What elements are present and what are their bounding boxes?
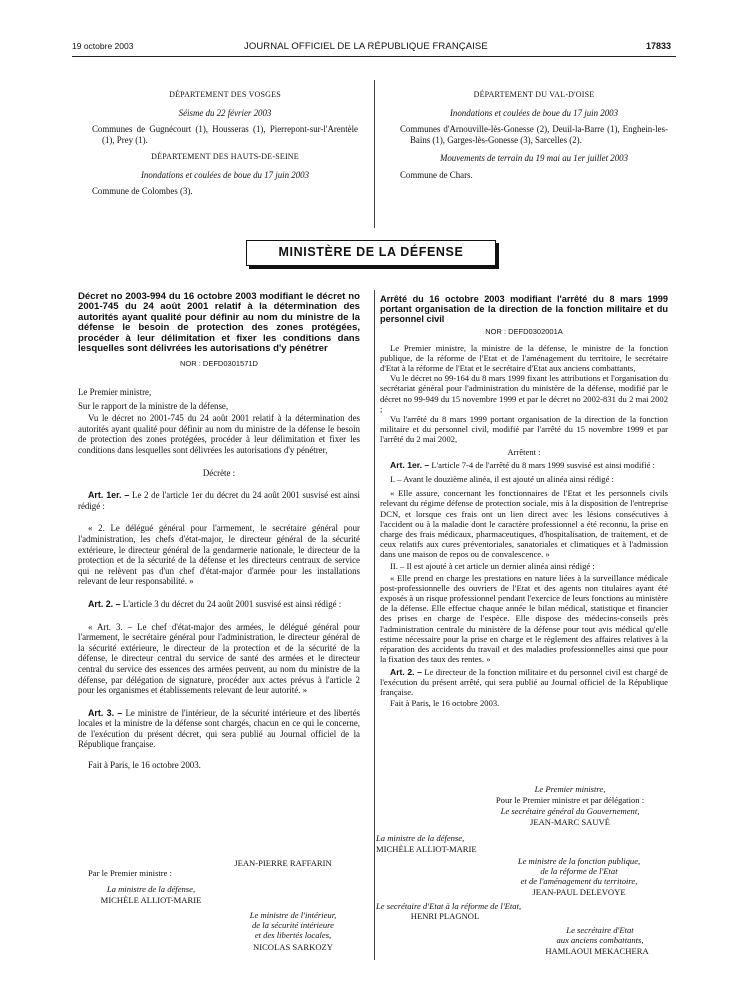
arrete-section-ii: II. – Il est ajouté à cet article un dernier alinéa ainsi rédigé : (390, 560, 595, 571)
arrete-nor: NOR : DEFD0302001A (485, 327, 563, 336)
arrete-done: Fait à Paris, le 16 octobre 2003. (390, 698, 500, 709)
arrete-title: Arrêté du 16 octobre 2003 modifiant l'arrêté du 8 mars 1999 portant organisation de la direction de la fonction militaire et du personnel civil (380, 294, 668, 324)
column-divider-main (374, 290, 375, 960)
event-title: Inondations et coulées de boue du 17 juin 2003 (449, 107, 619, 118)
decree-article-1 (78, 490, 360, 511)
signature-title: aux anciens combattants, (556, 935, 644, 945)
article-label: Art. 3. – (88, 707, 123, 718)
arrete-section-i: I. – Avant le douzième alinéa, il est ajouté un alinéa ainsi rédigé : (390, 474, 614, 485)
arrete-article-1 (380, 460, 668, 470)
signature-prime-minister: JEAN-PIERRE RAFFARIN (234, 858, 332, 868)
signature-name: HAMLAOUI MEKACHERA (545, 946, 649, 956)
decree-article-2 (78, 599, 360, 610)
decree-article-1-quote: « 2. Le délégué général pour l'armement, le secrétaire général pour l'administration, les chefs d'état-major, le directeur général de la sécurité extérieure, le directeur général de la gendarmerie nationale, le directeur de la protection et de la sécurité de la défense et les directeurs centraux de service qui ne relèvent pas d'un chef d'état-major d'armée pour les installations relevant de leur responsabilité. » (78, 523, 360, 587)
top-left-block (92, 90, 358, 196)
signature-name: NICOLAS SARKOZY (253, 942, 333, 952)
article-label: Art. 1er. – (88, 490, 130, 501)
signature-title: de la sécurité intérieure (251, 920, 334, 930)
decree-rapport: Sur le rapport de la ministre de la défense, (78, 400, 229, 411)
dept-heading: DÉPARTEMENT DES VOSGES (169, 90, 281, 99)
article-text: Le directeur de la fonction militaire et du personnel civil est chargé de l'exécution du présent arrêté, qui sera publié au Journal officiel de la République française. (380, 666, 668, 698)
signature-delegation: Pour le Premier ministre et par délégation : (495, 795, 645, 805)
column-divider-top (374, 80, 375, 228)
arrete-quote-2: « Elle prend en charge les prestations en nature liées à la surveillance médicale post-professionnelle des ouvriers de l'Etat et des agents non titulaires ayant été exposés à un risque professionnel pendant l'exercice de leurs fonctions au ministère de la défense. Elle effectue chaque année le bilan médical, statistique et financier des prises en charge de l'espèce. Elle dispose des médecins-conseils près l'administration centrale du ministère de la défense pour tout avis médical qu'elle estime nécessaire pour la prise en charge et le règlement des affaires relatives à la réparation des accidents du travail et des maladies professionnelles ainsi que pour la fixation des taux des rentes. » (380, 573, 668, 664)
arrete-visa: Vu l'arrêté du 8 mars 1999 portant organisation de la direction de la fonction militaire et du personnel civil, modifié par l'arrêté du 15 novembre 1999 et par l'arrêté du 2 mai 2002, (380, 413, 668, 444)
arrete-visa: Vu le décret no 99-164 du 8 mars 1999 fixant les attributions et l'organisation du secrétariat général pour l'administration du ministère de la défense, modifié par le décret no 99-949 du 15 novembre 1999 et par le décret no 2002-831 du 2 mai 2002 ; (380, 373, 668, 414)
arrete-arretent: Arrêtent : (507, 447, 541, 458)
ministry-heading-box (246, 240, 496, 266)
communes-list: Communes de Gugnécourt (1), Housseras (1), Pierrepont-sur-l'Arentèle (1), Prey (1). (92, 124, 358, 145)
signature-title: Le Premier ministre, (534, 784, 606, 794)
decree-nor: NOR : DEFD0301571D (180, 359, 258, 369)
page-number: 17833 (646, 41, 672, 51)
journal-title: JOURNAL OFFICIEL DE LA RÉPUBLIQUE FRANÇAISE (244, 41, 488, 52)
article-label: Art. 1er. – (390, 460, 430, 471)
decree-preamble: Le Premier ministre, (78, 387, 152, 398)
signature-title: de la réforme de l'Etat (540, 866, 618, 876)
signature-name: JEAN-MARC SAUVÉ (530, 817, 610, 827)
signature-title: Le ministre de la fonction publique, (517, 856, 641, 866)
article-text: L'article 3 du décret du 24 août 2001 susvisé est ainsi rédigé : (122, 598, 342, 609)
signature-name: JEAN-PAUL DELEVOYE (532, 887, 626, 897)
dept-heading: DÉPARTEMENT DES HAUTS-DE-SEINE (151, 152, 299, 162)
communes-list: Commune de Chars. (400, 169, 473, 180)
top-right-block (400, 90, 668, 181)
article-text: Le ministre de l'intérieur, de la sécurité intérieure et des libertés locales et la ministre de la défense sont chargés, chacun en ce qui le concerne, de l'exécution du présent décret, qui sera publié au Journal officiel de la République française. (78, 707, 360, 750)
decree-article-3 (78, 708, 360, 750)
event-title: Mouvements de terrain du 19 mai au 1er juillet 2003 (439, 153, 629, 164)
header-date: 19 octobre 2003 (72, 41, 134, 51)
article-text: Le 2 de l'article 1er du décret du 24 août 2001 susvisé est ainsi rédigé : (78, 490, 361, 511)
signature-by-pm: Par le Premier ministre : (88, 868, 173, 878)
event-title: Inondations et coulées de boue du 17 juin 2003 (140, 169, 310, 180)
signature-title: et de l'aménagement du territoire, (520, 876, 638, 886)
signature-name: MICHÈLE ALLIOT-MARIE (376, 844, 477, 854)
header-rule (72, 56, 676, 57)
decree-article-2-quote: « Art. 3. – Le chef d'état-major des armées, le délégué général pour l'armement, le secrétaire général pour l'administration, le directeur général de la sécurité extérieure, le directeur de la protection et de la sécurité de la défense, le directeur central du service de santé des armées et le directeur central du service des essences des armées peuvent, au nom du ministre de la défense, par délégation de signature, procéder aux actes prévus à l'article 2 pour les organismes et établissements relevant de leur autorité. » (78, 621, 360, 696)
signature-title: Le secrétaire d'Etat (566, 925, 634, 935)
page-header (0, 41, 748, 55)
decree-visa: Vu le décret no 2001-745 du 24 août 2001 relatif à la détermination des autorités ayant qualité pour définir au nom du ministre de la défense le besoin de protection des zones protégées, procéder à leur délimitation et fixer les conditions dans lesquelles sont délivrées les autorisations d'y pénétrer, (78, 413, 360, 455)
signature-title: La ministre de la défense, (106, 884, 196, 894)
signature-title: Le secrétaire général du Gouvernement, (500, 806, 640, 816)
article-text: L'article 7-4 de l'arrêté du 8 mars 1999 susvisé est ainsi modifié : (431, 460, 655, 471)
decree-column (78, 292, 360, 771)
signature-name: HENRI PLAGNOL (410, 911, 480, 921)
decree-done: Fait à Paris, le 16 octobre 2003. (88, 760, 201, 771)
arrete-preamble: Le Premier ministre, la ministre de la défense, le ministre de la fonction publique, de la réforme de l'Etat et de l'aménagement du territoire, le secrétaire d'Etat à la réforme de l'Etat et le secrétaire d'Etat aux anciens combattants, (380, 343, 668, 374)
ministry-heading: MINISTÈRE DE LA DÉFENSE (278, 245, 464, 259)
signature-title: et des libertés locales, (254, 930, 332, 940)
arrete-quote-1: « Elle assure, concernant les fonctionnaires de l'Etat et les personnels civils relevant du régime défense de protection sociale, mis à la disposition de l'entreprise DCN, et lorsque ces frais ont un lien direct avec les lésions consécutives à l'accident ou à la maladie dont le caractère professionnel a été reconnu, la prise en charge des frais médicaux, pharmaceutiques, d'hospitalisation, de traitement, et de ceux relatifs aux cures préventoriales, sanatoriales et climatiques et à l'admission dans une maison de repos ou de convalescence. » (380, 488, 668, 559)
article-label: Art. 2. – (88, 598, 121, 609)
arrete-column (380, 294, 668, 708)
article-label: Art. 2. – (390, 666, 422, 677)
signature-title: Le ministre de l'intérieur, (249, 910, 337, 920)
signature-name: MICHÈLE ALLIOT-MARIE (100, 895, 202, 905)
decree-title: Décret no 2003-994 du 16 octobre 2003 modifiant le décret no 2001-745 du 24 août 2001 relatif à la détermination des autorités ayant qualité pour définir au nom du ministre de la défense le besoin de protection des zones protégées, procéder à leur délimitation et fixer les conditions dans lesquelles sont délivrées les autorisations d'y pénétrer (78, 291, 360, 355)
communes-list: Commune de Colombes (3). (92, 185, 193, 196)
decree-decrete: Décrète : (202, 467, 236, 478)
dept-heading: DÉPARTEMENT DU VAL-D'OISE (473, 90, 595, 99)
communes-list: Communes d'Arnouville-lès-Gonesse (2), Deuil-la-Barre (1), Enghein-les-Bains (1), Garges-lès-Gonesse (3), Sarcelles (2). (400, 124, 668, 145)
signature-title: Le secrétaire d'Etat à la réforme de l'Etat, (376, 901, 522, 911)
arrete-article-2 (380, 667, 668, 697)
signature-title: La ministre de la défense, (376, 833, 465, 843)
event-title: Séisme du 22 février 2003 (178, 107, 272, 118)
